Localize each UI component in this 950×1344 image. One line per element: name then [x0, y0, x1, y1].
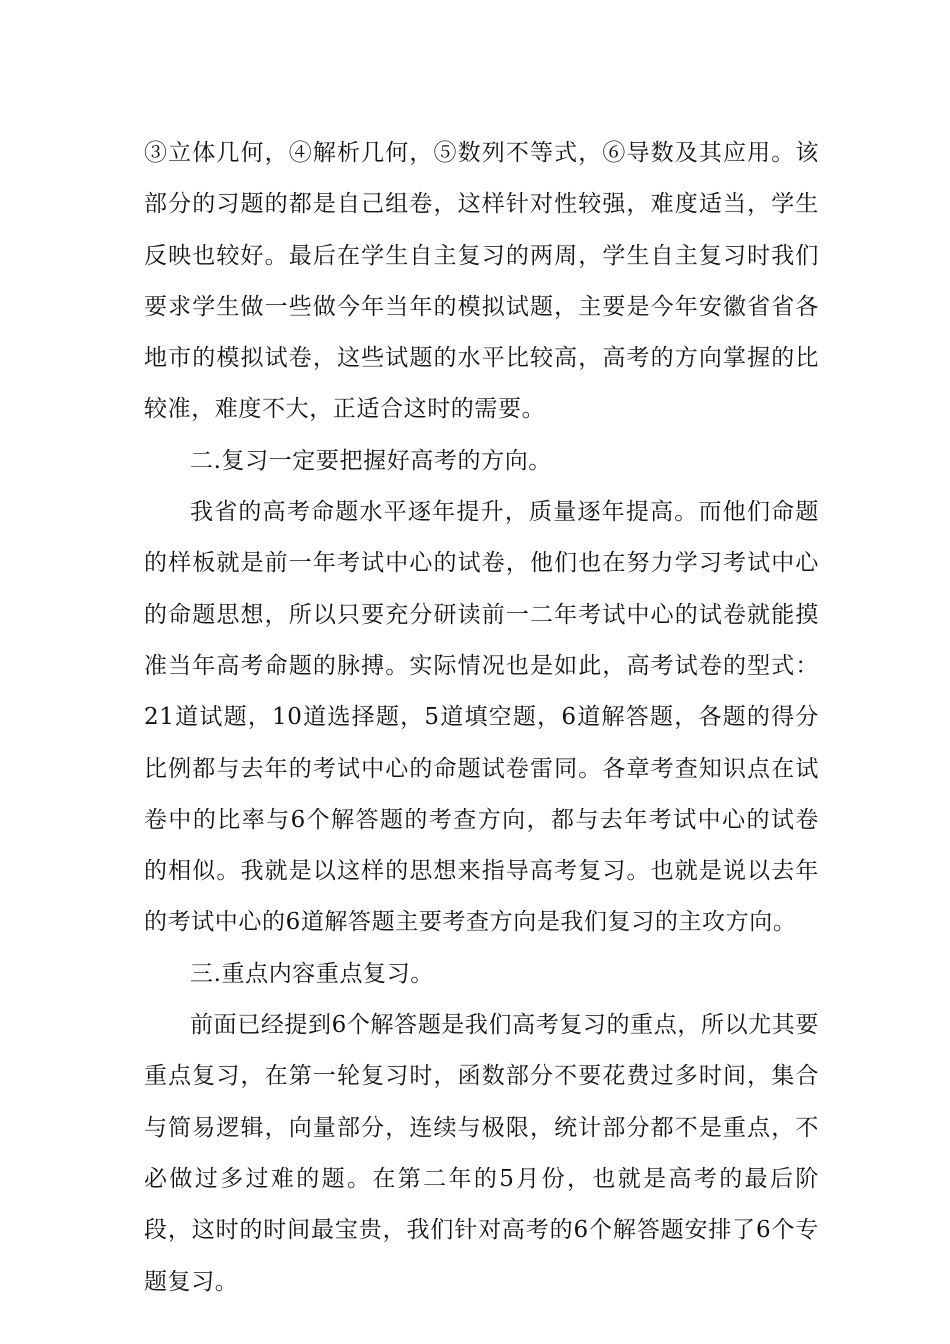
- document-body: [144, 128, 819, 1308]
- paragraph-exam-direction: 我省的高考命题水平逐年提升，质量逐年提高。而他们命题的样板就是前一年考试中心的试卷，他们也在努力学习考试中心的命题思想，所以只要充分研读前一二年考试中心的试卷就能摸准当年高考命题的脉搏。实际情况也是如此，高考试卷的型式：21道试题，10道选择题，5道填空题，6道解答题，各题的得分比例都与去年的考试中心的命题试卷雷同。各章考查知识点在试卷中的比率与6个解答题的考查方向，都与去年考试中心的试卷的相似。我就是以这样的思想来指导高考复习。也就是说以去年的考试中心的6道解答题主要考查方向是我们复习的主攻方向。: [144, 499, 819, 936]
- section-heading-3: 三.重点内容重点复习。: [190, 960, 434, 987]
- paragraph-continuation: ③立体几何，④解析几何，⑤数列不等式，⑥导数及其应用。该部分的习题的都是自己组卷，这样针对性较强，难度适当，学生反映也较好。最后在学生自主复习的两周，学生自主复习时我们要求学生做一些做今年当年的模拟试题，主要是今年安徽省省各地市的模拟试卷，这些试题的水平比较高，高考的方向掌握的比较准，难度不大，正适合这时的需要。: [144, 140, 819, 423]
- section-heading-2: 二.复习一定要把握好高考的方向。: [190, 447, 552, 474]
- paragraph-key-content: 前面已经提到6个解答题是我们高考复习的重点，所以尤其要重点复习，在第一轮复习时，函数部分不要花费过多时间，集合与简易逻辑，向量部分，连续与极限，统计部分都不是重点，不必做过多过难的题。在第二年的5月份，也就是高考的最后阶段，这时的时间最宝贵，我们针对高考的6个解答题安排了6个专题复习。: [144, 1012, 819, 1295]
